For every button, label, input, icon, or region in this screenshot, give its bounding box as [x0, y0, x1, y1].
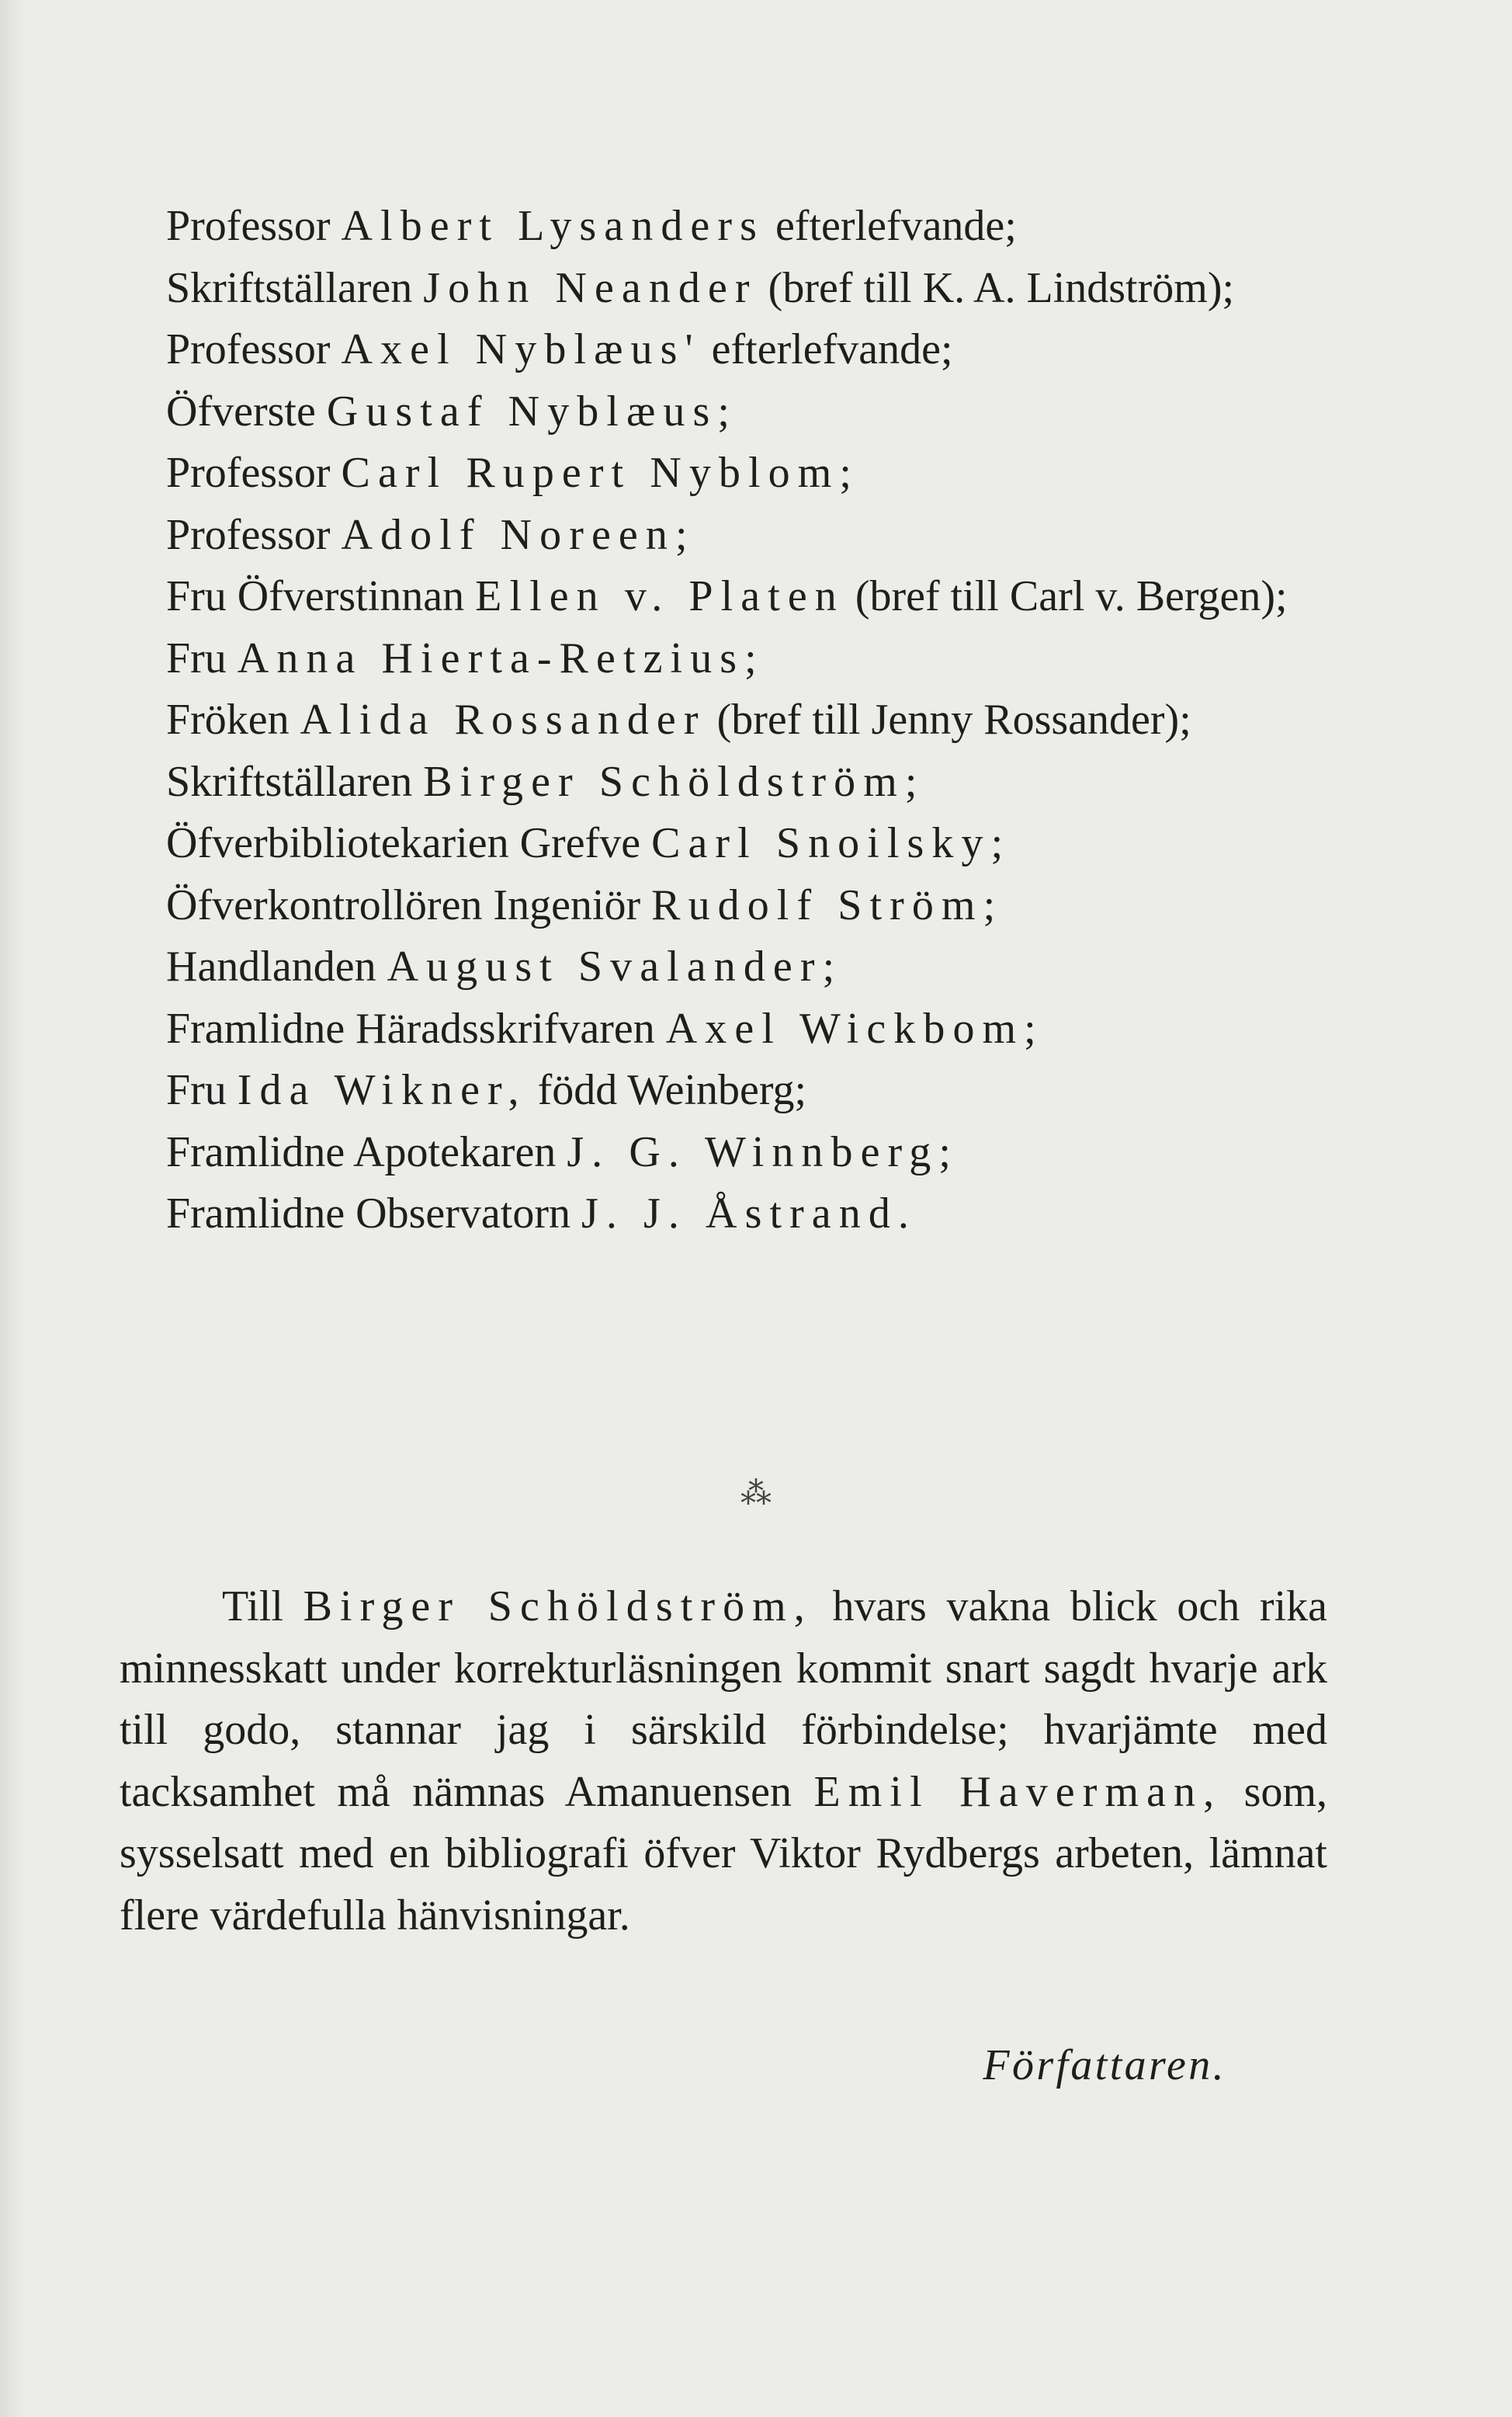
entry-text: efterlefvande;	[764, 202, 1017, 250]
entry-text: Framlidne Observatorn	[166, 1189, 581, 1238]
entry-text: Skriftställaren	[166, 757, 424, 806]
acknowledgement-entry	[166, 936, 1330, 998]
entry-text: (bref till Carl v. Bergen);	[844, 572, 1288, 620]
acknowledgement-entry	[166, 566, 1330, 628]
entry-text: Professor	[166, 510, 342, 559]
acknowledgement-note	[120, 1576, 1327, 1946]
acknowledgement-entry	[166, 998, 1330, 1061]
entry-name-spaced: Carl Snoilsky;	[651, 819, 1011, 867]
acknowledgement-entry	[166, 505, 1330, 567]
entry-text: (bref till K. A. Lindström);	[757, 263, 1235, 312]
entry-name-spaced: Albert Lysanders	[341, 202, 765, 250]
entry-name-spaced: J. G. Winnberg;	[567, 1127, 959, 1176]
author-signature: Författaren.	[983, 2041, 1226, 2089]
acknowledgement-entry	[166, 196, 1330, 258]
note-name-schoeldstroem: Birger Schöldström,	[303, 1582, 813, 1630]
entry-name-spaced: Axel Wickbom;	[665, 1004, 1044, 1053]
entry-text: Professor	[166, 202, 342, 250]
acknowledgement-entry	[166, 443, 1330, 505]
entry-text: född Weinberg;	[526, 1066, 807, 1114]
entry-name-spaced: Birger Schöldström;	[423, 757, 925, 806]
acknowledgement-list	[166, 196, 1330, 1245]
acknowledgement-entry	[166, 1060, 1330, 1122]
note-middle: hvars vakna blick och rika minnesskatt under korrekturläsningen kommit snart sagdt hvarje ark till godo, stannar jag i särskild förbindelse; hvarjämte med tacksamhet må nämnas Amanuensen	[120, 1582, 1327, 1816]
entry-name-spaced: Rudolf Ström;	[651, 880, 1004, 929]
entry-text: Framlidne Apotekaren	[166, 1127, 567, 1176]
entry-name-spaced: Ellen v. Platen	[475, 572, 844, 620]
entry-name-spaced: Adolf Noreen;	[341, 510, 695, 559]
entry-text: Fröken	[166, 696, 300, 744]
acknowledgement-entry	[166, 1183, 1330, 1245]
entry-name-spaced: August Svalander;	[387, 943, 843, 991]
page-edge-shadow	[0, 0, 23, 2417]
acknowledgement-entry	[166, 381, 1330, 443]
acknowledgement-entry	[166, 628, 1330, 690]
entry-name-spaced: J. J. Åstrand.	[581, 1189, 917, 1238]
acknowledgement-entry	[166, 319, 1330, 381]
entry-text: Fru	[166, 634, 238, 682]
note-tail: som, sysselsatt med en bibliografi öfver Viktor Rydbergs arbeten, lämnat flere värdefulla hänvisningar.	[120, 1767, 1328, 1940]
entry-text: Öfverbibliotekarien Grefve	[166, 819, 652, 867]
entry-text: Fru	[166, 1066, 238, 1114]
acknowledgement-entry	[166, 875, 1330, 937]
entry-text: Skriftställaren	[166, 263, 424, 312]
entry-name-spaced: Anna Hierta-Retzius;	[237, 634, 765, 682]
entry-text: Professor	[166, 325, 342, 373]
acknowledgement-entry	[166, 813, 1330, 875]
note-name-haverman: Emil Haverman,	[813, 1767, 1222, 1816]
acknowledgement-entry	[166, 689, 1330, 752]
acknowledgement-entry	[166, 1122, 1330, 1184]
entry-name-spaced: Axel Nyblæus'	[341, 325, 701, 373]
entry-text: Öfverste	[166, 387, 327, 436]
acknowledgement-entry	[166, 258, 1330, 320]
entry-text: Framlidne Häradsskrifvaren	[166, 1004, 666, 1053]
entry-text: Professor	[166, 449, 342, 497]
entry-name-spaced: Carl Rupert Nyblom;	[341, 449, 859, 497]
entry-text: Handlanden	[166, 943, 387, 991]
entry-text: efterlefvande;	[700, 325, 953, 373]
entry-text: Fru Öfverstinnan	[166, 572, 476, 620]
entry-text: (bref till Jenny Rossander);	[706, 696, 1191, 744]
entry-name-spaced: Alida Rossander	[300, 696, 706, 744]
note-lead: Till	[222, 1582, 303, 1630]
acknowledgement-entry	[166, 752, 1330, 814]
section-separator: ⁂	[740, 1476, 772, 1511]
entry-name-spaced: Ida Wikner,	[237, 1066, 527, 1114]
entry-name-spaced: John Neander	[423, 263, 758, 312]
entry-name-spaced: Gustaf Nyblæus;	[326, 387, 738, 436]
entry-text: Öfverkontrollören Ingeniör	[166, 880, 652, 929]
